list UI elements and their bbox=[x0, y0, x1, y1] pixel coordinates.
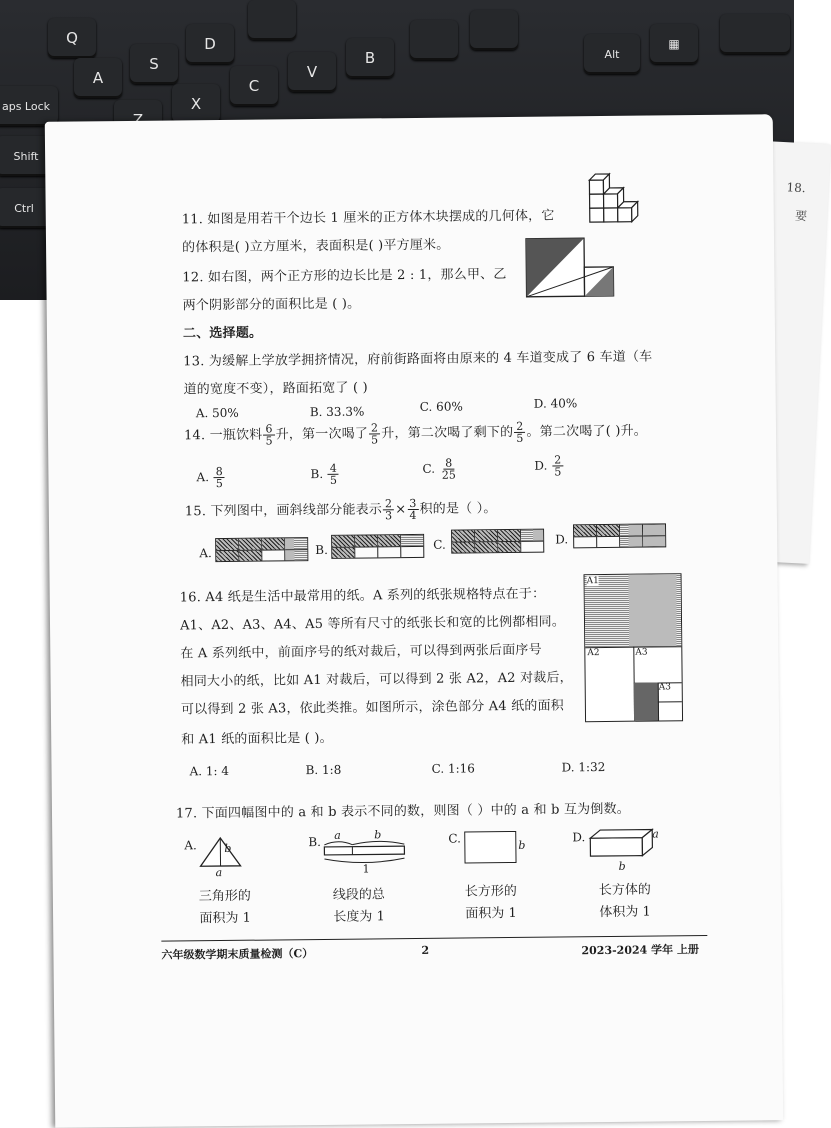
q16-option-d: D. 1:32 bbox=[561, 760, 605, 774]
q14-fraction-3 bbox=[514, 421, 525, 444]
caption-line: 三角形的 bbox=[199, 886, 251, 909]
q14-text-2: 升，第二次喝了剩下的 bbox=[381, 425, 513, 441]
key-q: Q bbox=[48, 18, 96, 58]
key-d: D bbox=[186, 24, 234, 64]
footer-school-year: 2023-2024 学年 上册 bbox=[581, 941, 699, 958]
caption-line: 体积为 1 bbox=[599, 902, 651, 925]
key-c: C bbox=[230, 66, 278, 106]
key-capslock: aps Lock bbox=[0, 86, 58, 126]
question-11-line1: 11. 如图是用若干个边长 1 厘米的正方体木块摆成的几何体，它 bbox=[182, 205, 555, 228]
q15-figure-a bbox=[215, 537, 308, 562]
fraction-denominator: 3 bbox=[383, 510, 394, 521]
q17b-var-b: b bbox=[374, 828, 381, 841]
key-blank bbox=[410, 20, 458, 60]
q16-option-a: A. 1: 4 bbox=[189, 764, 229, 778]
caption-line: 面积为 1 bbox=[465, 903, 517, 926]
question-16-line6: 和 A1 纸的面积比是 ( )。 bbox=[181, 727, 333, 748]
caption-line: 长方体的 bbox=[599, 880, 651, 903]
question-15 bbox=[185, 497, 497, 523]
question-14 bbox=[184, 420, 647, 448]
q17d-caption bbox=[599, 880, 651, 925]
q17a-caption bbox=[199, 886, 251, 931]
q15-option-d-label: D. bbox=[555, 532, 568, 546]
q14-option-c bbox=[422, 458, 459, 481]
fraction-numerator: 6 bbox=[263, 423, 274, 435]
q14-option-d bbox=[534, 454, 564, 477]
option-label: D. bbox=[534, 459, 547, 473]
key-a: A bbox=[74, 58, 122, 98]
q17c-caption bbox=[465, 881, 517, 926]
key-blank bbox=[720, 14, 790, 54]
fraction-numerator: 2 bbox=[552, 454, 563, 466]
two-squares-figure bbox=[524, 236, 619, 299]
q14-text-prefix: 14. 一瓶饮料 bbox=[184, 428, 263, 444]
fraction-denominator: 5 bbox=[369, 434, 380, 445]
key-blank bbox=[470, 10, 518, 50]
fraction-numerator: 4 bbox=[328, 463, 339, 475]
q17a-var-b: b bbox=[224, 842, 231, 855]
a4-shaded-region bbox=[634, 682, 659, 720]
q17b-var-a: a bbox=[334, 829, 341, 842]
q14-option-a bbox=[196, 466, 226, 489]
side-text-fragment: 要 bbox=[795, 207, 808, 225]
q14-option-b bbox=[310, 463, 340, 486]
q17-option-c-label: C. bbox=[448, 832, 461, 846]
q15-text-prefix: 15. 下列图中，画斜线部分能表示 bbox=[185, 502, 382, 519]
fraction-numerator: 8 bbox=[443, 458, 454, 470]
exam-paper bbox=[45, 114, 783, 1128]
key-shift: Shift bbox=[0, 136, 56, 176]
option-label: B. bbox=[310, 467, 323, 481]
q13-option-d: D. 40% bbox=[534, 396, 578, 410]
q17-cuboid-figure bbox=[588, 825, 658, 860]
question-16-line2: A1、A2、A3、A4、A5 等所有尺寸的纸张长和宽的比例都相同。 bbox=[180, 610, 565, 633]
fraction-numerator: 2 bbox=[369, 422, 380, 434]
q15-fraction-2 bbox=[407, 498, 418, 521]
q16-option-b: B. 1:8 bbox=[305, 763, 341, 777]
q16-option-c: C. 1:16 bbox=[431, 761, 474, 775]
footer-rule bbox=[161, 935, 707, 942]
label-a2: A2 bbox=[587, 648, 599, 658]
fraction-denominator: 5 bbox=[514, 433, 525, 444]
q13-option-b: B. 33.3% bbox=[310, 405, 365, 420]
a3-region-small bbox=[658, 682, 682, 702]
fraction-denominator: 5 bbox=[328, 475, 339, 486]
q15-figure-b bbox=[331, 534, 424, 559]
caption-line: 线段的总 bbox=[333, 884, 385, 907]
label-a3: A3 bbox=[635, 648, 647, 658]
key-b: B bbox=[346, 38, 394, 78]
footer-page-number: 2 bbox=[421, 944, 429, 957]
key-blank bbox=[248, 0, 296, 40]
q15-text-suffix: 积的是（ ）。 bbox=[419, 501, 496, 517]
caption-line: 长方形的 bbox=[465, 881, 517, 904]
q14-text-3: 。第二次喝了( )升。 bbox=[526, 424, 647, 440]
question-16-line5: 可以得到 2 张 A3，依此类推。如图所示，涂色部分 A4 纸的面积 bbox=[181, 694, 564, 717]
a3-region-top bbox=[633, 646, 681, 684]
option-label: A. bbox=[196, 470, 209, 484]
option-label: C. bbox=[422, 462, 435, 476]
key-s: S bbox=[130, 44, 178, 84]
key-ctrl: Ctrl bbox=[0, 188, 52, 228]
q17a-var-a: a bbox=[216, 866, 223, 879]
q15-option-c-label: C. bbox=[433, 538, 446, 552]
question-17: 17. 下面四幅图中的 a 和 b 表示不同的数，则图（ ）中的 a 和 b 互为倒数。 bbox=[176, 798, 630, 822]
q15-option-b-label: B. bbox=[315, 543, 328, 557]
key-windows bbox=[650, 24, 698, 64]
side-question-number: 18. bbox=[786, 180, 806, 195]
fraction-numerator: 2 bbox=[383, 498, 394, 510]
fraction-numerator: 3 bbox=[407, 498, 418, 510]
question-13-line1: 13. 为缓解上学放学拥挤情况，府前街路面将由原来的 4 车道变成了 6 车道（车 bbox=[183, 345, 652, 369]
q17b-caption bbox=[333, 884, 385, 929]
fraction-denominator: 5 bbox=[263, 435, 274, 446]
section-choice-title: 二、选择题。 bbox=[183, 322, 262, 342]
q17-option-d-label: D. bbox=[572, 830, 585, 844]
question-12-line1: 12. 如右图，两个正方形的边长比是 2 : 1，那么甲、乙 bbox=[182, 263, 506, 285]
q13-option-c: C. 60% bbox=[420, 399, 463, 413]
q17-option-a-label: A. bbox=[184, 838, 197, 852]
footer-exam-title: 六年级数学期末质量检测（C） bbox=[161, 945, 313, 963]
cube-stack-figure bbox=[579, 164, 644, 231]
question-12-line2: 两个阴影部分的面积比是 ( )。 bbox=[183, 293, 361, 314]
key-x: X bbox=[172, 84, 220, 124]
q15-figure-c bbox=[451, 529, 544, 554]
question-16-line1: 16. A4 纸是生活中最常用的纸。A 系列的纸张规格特点在于： bbox=[180, 583, 546, 606]
a1-region bbox=[585, 574, 682, 648]
q15-figure-d bbox=[573, 523, 666, 548]
fraction-numerator: 8 bbox=[214, 466, 225, 478]
label-a1: A1 bbox=[587, 576, 599, 586]
caption-line: 长度为 1 bbox=[333, 906, 385, 929]
q15-option-a-label: A. bbox=[199, 546, 212, 560]
q14-fraction-1 bbox=[263, 423, 274, 446]
question-13-line2: 道的宽度不变），路面拓宽了 ( ) bbox=[183, 376, 368, 397]
fraction-numerator: 2 bbox=[514, 421, 525, 433]
q13-option-a: A. 50% bbox=[196, 406, 239, 420]
question-11-line2: 的体积是( )立方厘米，表面积是( )平方厘米。 bbox=[182, 234, 450, 256]
q17-rectangle-figure bbox=[464, 831, 516, 864]
fraction-denominator: 5 bbox=[552, 466, 563, 477]
question-16-line4: 相同大小的纸，比如 A1 对裁后，可以得到 2 张 A2，A2 对裁后， bbox=[181, 666, 573, 689]
windows-icon: ▦ bbox=[668, 37, 679, 51]
q14-text-1: 升，第一次喝了 bbox=[276, 426, 369, 442]
q17b-total: 1 bbox=[363, 862, 370, 875]
question-16-line3: 在 A 系列纸中，前面序号的纸对裁后，可以得到两张后面序号 bbox=[180, 639, 542, 662]
key-alt: Alt bbox=[584, 34, 640, 74]
key-v: V bbox=[288, 52, 336, 92]
a-series-paper-figure bbox=[584, 573, 684, 722]
fraction-denominator: 4 bbox=[407, 510, 418, 521]
q14-fraction-2 bbox=[369, 422, 380, 445]
a2-region bbox=[585, 647, 635, 722]
fraction-denominator: 25 bbox=[440, 470, 458, 481]
caption-line: 面积为 1 bbox=[199, 908, 251, 931]
q15-fraction-1 bbox=[383, 498, 394, 521]
fraction-denominator: 5 bbox=[214, 478, 225, 489]
times-sign: × bbox=[395, 502, 406, 517]
q17d-var-b: b bbox=[619, 860, 626, 873]
q17d-var-a: a bbox=[652, 827, 659, 840]
q17-option-b-label: B. bbox=[308, 835, 321, 849]
q17c-var-b: b bbox=[518, 839, 525, 852]
label-a3-small: A3 bbox=[659, 682, 671, 692]
